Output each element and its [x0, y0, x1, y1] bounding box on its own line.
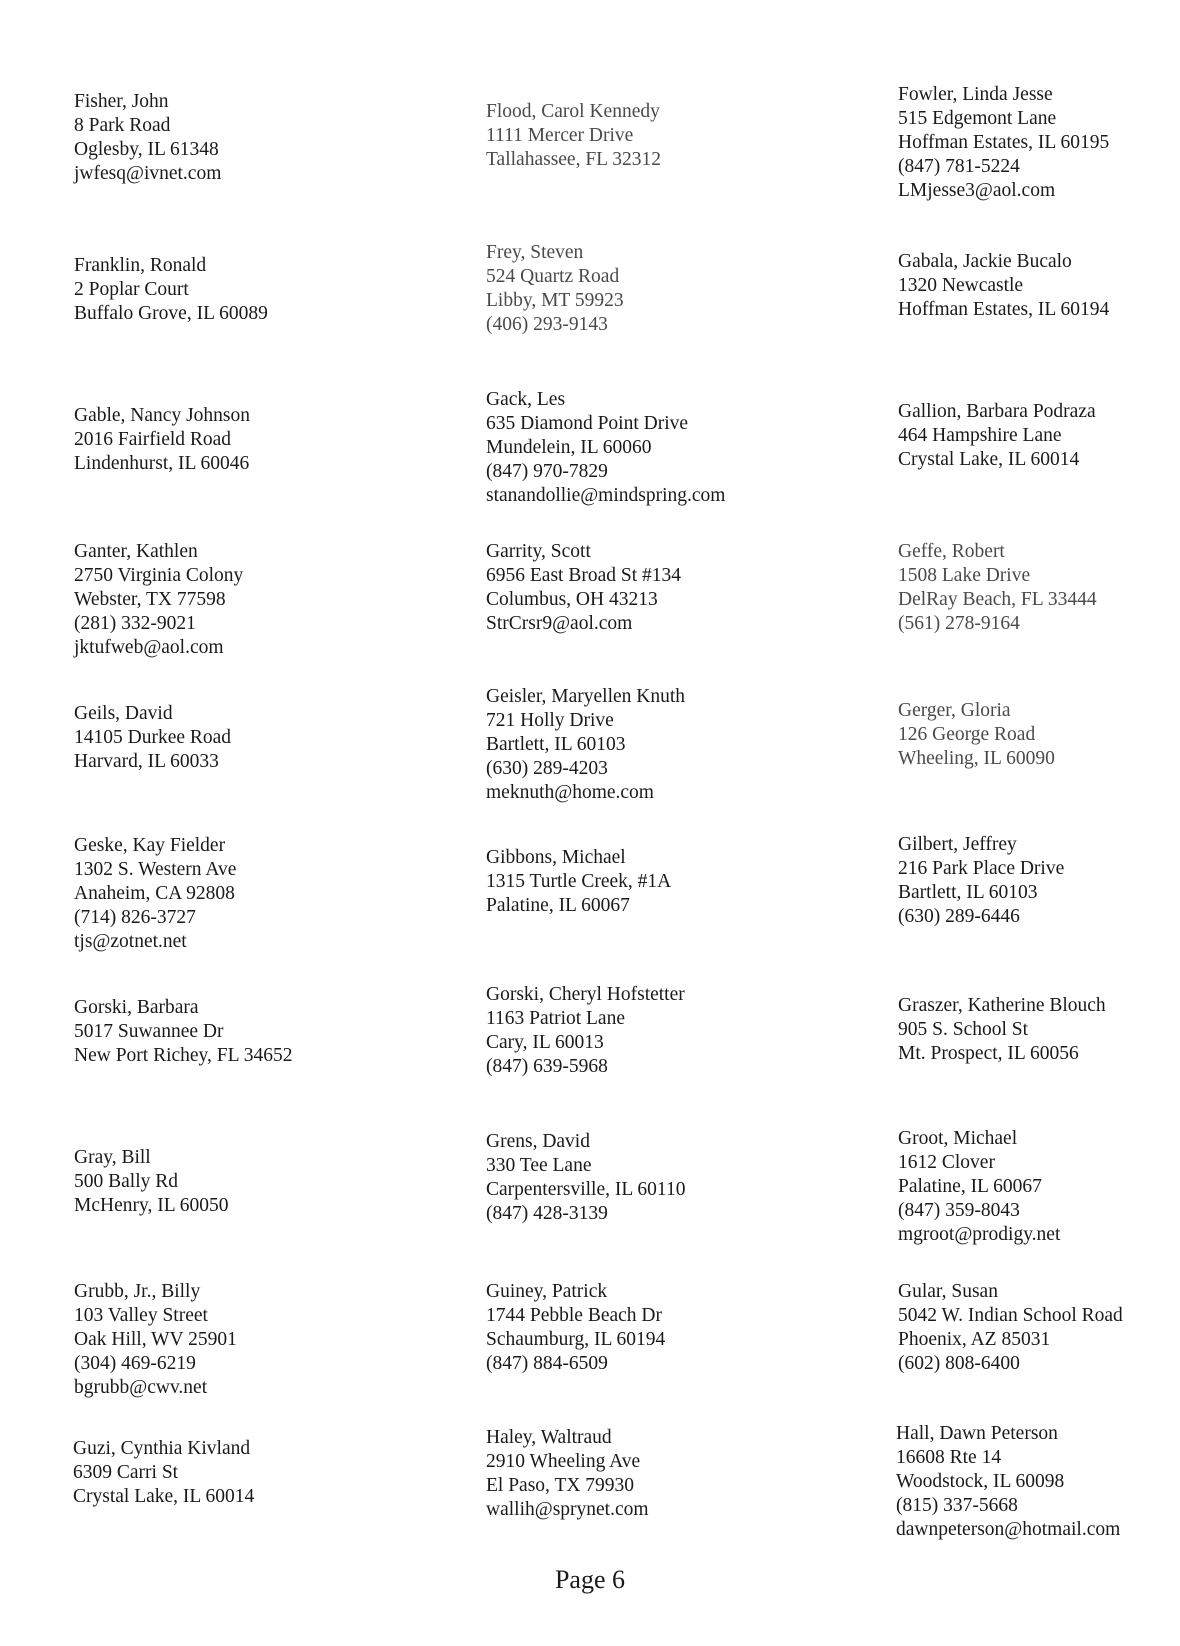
address-entry — [898, 994, 1106, 1066]
entry-name: Geisler, Maryellen Knuth — [486, 686, 686, 707]
address-entry — [74, 702, 231, 774]
entry-name: Gilbert, Jeffrey — [898, 834, 1017, 855]
entry-name: Geffe, Robert — [898, 541, 1005, 562]
entry-name: Garrity, Scott — [486, 541, 591, 562]
entry-city: Bartlett, IL 60103 — [486, 734, 626, 755]
entry-phone: (847) 884-6509 — [486, 1353, 608, 1374]
entry-street: 103 Valley Street — [74, 1305, 208, 1326]
entry-street: 515 Edgemont Lane — [898, 108, 1057, 129]
entry-city: Phoenix, AZ 85031 — [898, 1329, 1051, 1350]
entry-city: Harvard, IL 60033 — [74, 751, 219, 772]
entry-street: 6956 East Broad St #134 — [486, 565, 681, 586]
entry-city: Oak Hill, WV 25901 — [74, 1329, 237, 1350]
entry-street: 5017 Suwannee Dr — [74, 1021, 224, 1042]
entry-street: 1612 Clover — [898, 1152, 995, 1173]
entry-street: 1508 Lake Drive — [898, 565, 1031, 586]
entry-name: Grens, David — [486, 1131, 590, 1152]
entry-city: Libby, MT 59923 — [486, 290, 624, 311]
entry-street: 126 George Road — [898, 724, 1036, 745]
entry-street: 6309 Carri St — [73, 1462, 179, 1483]
entry-street: 2750 Virginia Colony — [74, 565, 244, 586]
entry-city: El Paso, TX 79930 — [486, 1475, 635, 1496]
entry-city: Buffalo Grove, IL 60089 — [74, 303, 268, 324]
entry-street: 2 Poplar Court — [74, 279, 189, 300]
entry-email: jwfesq@ivnet.com — [74, 163, 222, 184]
entry-city: Mt. Prospect, IL 60056 — [898, 1043, 1079, 1064]
entry-street: 330 Tee Lane — [486, 1155, 592, 1176]
entry-name: Geske, Kay Fielder — [74, 835, 226, 856]
address-entry — [486, 685, 685, 805]
entry-name: Gibbons, Michael — [486, 847, 626, 868]
entry-street: 14105 Durkee Road — [74, 727, 232, 748]
entry-street: 1302 S. Western Ave — [74, 859, 237, 880]
entry-phone: (630) 289-6446 — [898, 906, 1020, 927]
address-entry — [486, 983, 685, 1079]
entry-name: Flood, Carol Kennedy — [486, 101, 660, 122]
entry-name: Gabala, Jackie Bucalo — [898, 251, 1072, 272]
entry-city: Palatine, IL 60067 — [486, 895, 630, 916]
entry-email: meknuth@home.com — [486, 782, 654, 803]
address-entry — [73, 1437, 254, 1509]
entry-name: Groot, Michael — [898, 1128, 1018, 1149]
entry-name: Haley, Waltraud — [486, 1427, 612, 1448]
entry-name: Fowler, Linda Jesse — [898, 84, 1053, 105]
entry-street: 500 Bally Rd — [74, 1171, 179, 1192]
entry-email: stanandollie@mindspring.com — [486, 485, 726, 506]
entry-street: 5042 W. Indian School Road — [898, 1305, 1123, 1326]
entry-phone: (304) 469-6219 — [74, 1353, 196, 1374]
entry-phone: (847) 639-5968 — [486, 1056, 608, 1077]
address-entry — [896, 1422, 1120, 1542]
address-entry — [486, 388, 725, 508]
entry-city: Tallahassee, FL 32312 — [486, 149, 661, 170]
entry-phone: (847) 781-5224 — [898, 156, 1020, 177]
address-entry — [898, 400, 1096, 472]
address-entry — [898, 540, 1097, 636]
entry-street: 1320 Newcastle — [898, 275, 1024, 296]
entry-phone: (281) 332-9021 — [74, 613, 196, 634]
entry-email: LMjesse3@aol.com — [898, 180, 1056, 201]
entry-street: 721 Holly Drive — [486, 710, 614, 731]
entry-city: Cary, IL 60013 — [486, 1032, 604, 1053]
address-entry — [74, 834, 236, 954]
entry-city: Webster, TX 77598 — [74, 589, 226, 610]
entry-city: Hoffman Estates, IL 60194 — [898, 299, 1110, 320]
address-entry — [486, 1280, 665, 1376]
address-entry — [898, 699, 1055, 771]
entry-name: Geils, David — [74, 703, 173, 724]
entry-city: New Port Richey, FL 34652 — [74, 1045, 293, 1066]
entry-city: Schaumburg, IL 60194 — [486, 1329, 666, 1350]
address-entry — [486, 1426, 649, 1522]
address-entry — [74, 90, 221, 186]
entry-city: Woodstock, IL 60098 — [896, 1471, 1065, 1492]
entry-phone: (847) 970-7829 — [486, 461, 608, 482]
entry-city: Palatine, IL 60067 — [898, 1176, 1042, 1197]
address-entry — [486, 846, 671, 918]
entry-email: tjs@zotnet.net — [74, 931, 187, 952]
address-entry — [898, 1127, 1060, 1247]
address-entry — [486, 100, 661, 172]
entry-city: Carpentersville, IL 60110 — [486, 1179, 686, 1200]
entry-street: 635 Diamond Point Drive — [486, 413, 689, 434]
entry-city: Crystal Lake, IL 60014 — [898, 449, 1080, 470]
entry-street: 16608 Rte 14 — [896, 1447, 1002, 1468]
entry-phone: (406) 293-9143 — [486, 314, 608, 335]
address-entry — [898, 83, 1109, 203]
entry-city: Bartlett, IL 60103 — [898, 882, 1038, 903]
entry-city: Anaheim, CA 92808 — [74, 883, 235, 904]
address-entry — [74, 996, 292, 1068]
entry-name: Gerger, Gloria — [898, 700, 1011, 721]
address-entry — [898, 1280, 1123, 1376]
entry-street: 1744 Pebble Beach Dr — [486, 1305, 662, 1326]
entry-city: DelRay Beach, FL 33444 — [898, 589, 1097, 610]
entry-city: McHenry, IL 60050 — [74, 1195, 229, 1216]
entry-name: Guiney, Patrick — [486, 1281, 608, 1302]
page-number: Page 6 — [554, 1565, 626, 1594]
entry-name: Graszer, Katherine Blouch — [898, 995, 1106, 1016]
entry-street: 1315 Turtle Creek, #1A — [486, 871, 672, 892]
entry-street: 2910 Wheeling Ave — [486, 1451, 641, 1472]
entry-name: Fisher, John — [74, 91, 169, 112]
entry-city: Oglesby, IL 61348 — [74, 139, 219, 160]
entry-email: mgroot@prodigy.net — [898, 1224, 1061, 1245]
address-entry — [74, 540, 243, 660]
address-entry — [486, 540, 681, 636]
address-entry — [486, 241, 624, 337]
entry-name: Hall, Dawn Peterson — [896, 1423, 1058, 1444]
entry-phone: (847) 359-8043 — [898, 1200, 1020, 1221]
entry-email: jktufweb@aol.com — [74, 637, 224, 658]
entry-email: bgrubb@cwv.net — [74, 1377, 208, 1398]
address-entry — [74, 254, 268, 326]
address-entry — [74, 1280, 237, 1400]
entry-email: dawnpeterson@hotmail.com — [896, 1519, 1121, 1540]
entry-city: Lindenhurst, IL 60046 — [74, 453, 250, 474]
entry-name: Gallion, Barbara Podraza — [898, 401, 1096, 422]
address-entry — [898, 250, 1109, 322]
entry-name: Gack, Les — [486, 389, 566, 410]
entry-name: Franklin, Ronald — [74, 255, 207, 276]
entry-street: 8 Park Road — [74, 115, 171, 136]
entry-name: Gorski, Cheryl Hofstetter — [486, 984, 685, 1005]
entry-street: 2016 Fairfield Road — [74, 429, 232, 450]
entry-city: Crystal Lake, IL 60014 — [73, 1486, 255, 1507]
entry-city: Columbus, OH 43213 — [486, 589, 658, 610]
address-entry — [898, 833, 1064, 929]
entry-email: StrCrsr9@aol.com — [486, 613, 633, 634]
entry-city: Wheeling, IL 60090 — [898, 748, 1055, 769]
entry-city: Mundelein, IL 60060 — [486, 437, 652, 458]
entry-street: 464 Hampshire Lane — [898, 425, 1062, 446]
entry-name: Guzi, Cynthia Kivland — [73, 1438, 251, 1459]
entry-phone: (815) 337-5668 — [896, 1495, 1018, 1516]
address-entry — [486, 1130, 685, 1226]
address-entry — [74, 1146, 229, 1218]
entry-name: Gable, Nancy Johnson — [74, 405, 251, 426]
address-entry — [74, 404, 250, 476]
entry-street: 216 Park Place Drive — [898, 858, 1065, 879]
entry-street: 905 S. School St — [898, 1019, 1029, 1040]
entry-phone: (714) 826-3727 — [74, 907, 196, 928]
entry-name: Gular, Susan — [898, 1281, 998, 1302]
entry-name: Ganter, Kathlen — [74, 541, 198, 562]
entry-name: Grubb, Jr., Billy — [74, 1281, 201, 1302]
entry-phone: (847) 428-3139 — [486, 1203, 608, 1224]
entry-street: 1163 Patriot Lane — [486, 1008, 625, 1029]
entry-phone: (630) 289-4203 — [486, 758, 608, 779]
entry-phone: (561) 278-9164 — [898, 613, 1020, 634]
entry-phone: (602) 808-6400 — [898, 1353, 1020, 1374]
entry-name: Gray, Bill — [74, 1147, 151, 1168]
entry-street: 524 Quartz Road — [486, 266, 620, 287]
entry-name: Gorski, Barbara — [74, 997, 199, 1018]
entry-email: wallih@sprynet.com — [486, 1499, 649, 1520]
entry-street: 1111 Mercer Drive — [486, 125, 634, 146]
entry-name: Frey, Steven — [486, 242, 584, 263]
entry-city: Hoffman Estates, IL 60195 — [898, 132, 1110, 153]
